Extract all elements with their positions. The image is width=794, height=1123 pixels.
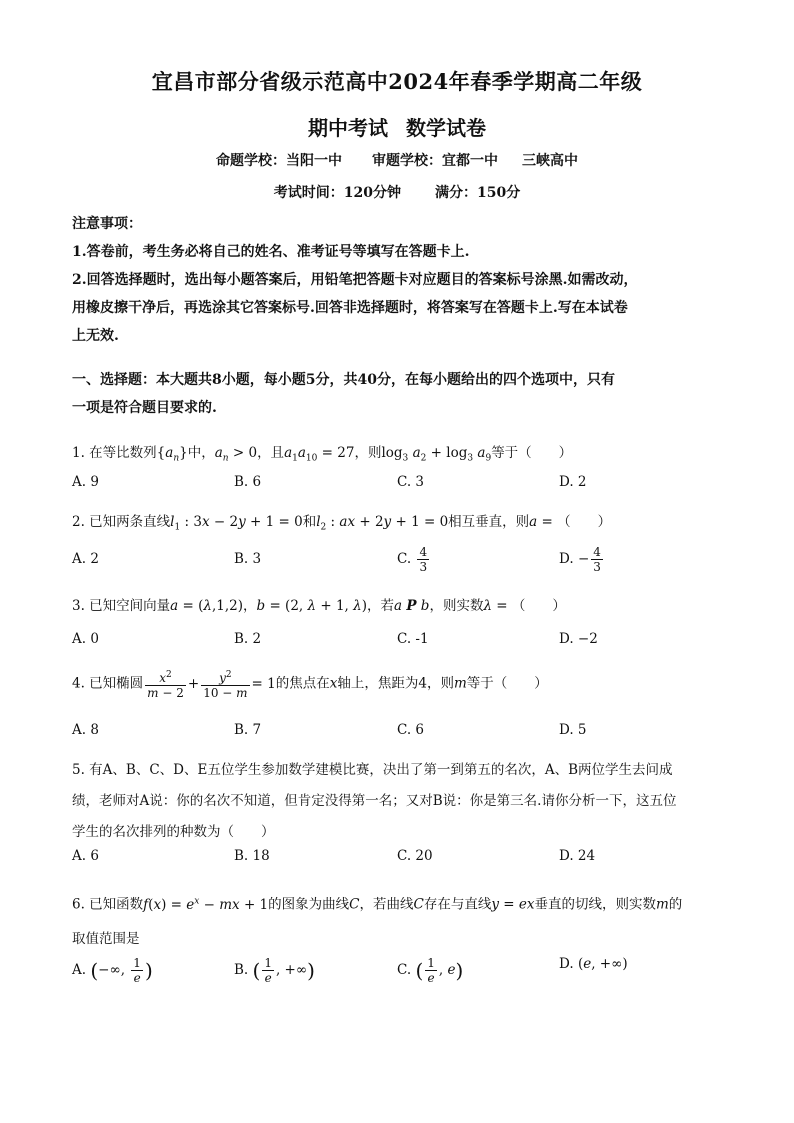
q4-option-c[interactable]: C. 6	[397, 722, 425, 738]
q2-option-a[interactable]: A. 2	[72, 551, 99, 567]
reviewer-school: 审题学校：宜都一中	[372, 153, 498, 169]
q4-option-b[interactable]: B. 7	[234, 722, 262, 738]
q4-text-c: 轴上，焦距为4，则	[337, 675, 454, 692]
q6-text-c: ，若曲线	[359, 896, 414, 913]
q1-text-d: ，则	[354, 445, 382, 461]
q3-option-c[interactable]: C. -1	[397, 631, 429, 647]
q6-math-c2: C	[413, 896, 424, 913]
q1-text-c: ，且	[257, 445, 285, 461]
q2-text-c: 相互垂直，则	[448, 514, 530, 530]
q1-math-cond: $a_n > 0$	[214, 445, 258, 464]
notes-heading: 注意事项：	[72, 216, 142, 232]
q4-option-a[interactable]: A. 8	[72, 722, 99, 738]
notes-section	[72, 210, 722, 350]
q4-math-m: m	[453, 675, 467, 692]
q1-text-e: 等于（ ）	[491, 445, 573, 461]
q4-math-x: x	[329, 675, 338, 692]
question-4	[72, 668, 722, 700]
full-score: 满分：150分	[435, 185, 521, 201]
q6-option-c[interactable]: C. ( $\frac{1}{e}$ , e)	[397, 956, 464, 985]
q1-math-prod: $a_1a_{10} = 27$	[284, 445, 355, 464]
q3-options	[72, 631, 722, 655]
q5-line-1: 5. 有A、B、C、D、E五位学生参加数学建模比赛，决出了第一到第五的名次，A、B两位学生去问成	[72, 762, 673, 778]
q3-math-vec-b: b = (2, λ + 1, λ)	[256, 598, 367, 614]
question-3	[72, 594, 722, 614]
q1-option-a[interactable]: A. 9	[72, 474, 99, 490]
q5-option-c[interactable]: C. 20	[397, 848, 433, 864]
q2-option-c-frac: $\frac{4}{3}$	[419, 545, 428, 574]
q3-text-e: （ ）	[511, 598, 566, 614]
q5-option-a[interactable]: A. 6	[72, 848, 99, 864]
subtitle-part-a: 期中考试	[308, 116, 388, 140]
q6-math-c1: C	[349, 896, 360, 913]
question-1	[72, 441, 722, 464]
q6-option-c-label: C.	[397, 962, 416, 978]
q3-math-lambda: λ =	[483, 598, 512, 614]
q6-options	[72, 956, 722, 996]
q3-math-parallel: a P b	[393, 598, 430, 614]
q2-text-b: 和	[302, 514, 317, 530]
note-item-2-line-3: 上无效.	[72, 328, 119, 344]
q2-math-l2: $l_2$ : ax + 2y + 1 = 0	[316, 514, 449, 533]
question-5	[72, 755, 722, 848]
q1-text-a: 1. 在等比数列	[72, 445, 157, 461]
q4-text-a: 4. 已知椭圆	[72, 675, 144, 692]
q6-option-d-label: D.	[559, 956, 578, 972]
q4-text-d: 等于（ ）	[466, 675, 548, 692]
q6-text-e: 垂直的切线，则实数	[534, 896, 656, 913]
q6-option-d[interactable]: D. (e, +∞)	[559, 956, 628, 972]
q6-text-f: 的	[668, 896, 683, 913]
q2-option-c-label: C.	[397, 551, 416, 567]
note-item-1: 1.答卷前，考生务必将自己的姓名、准考证号等填写在答题卡上.	[72, 244, 470, 260]
question-6	[72, 884, 722, 956]
school-info	[0, 150, 794, 170]
note-item-2-line-2: 用橡皮擦干净后，再选涂其它答案标号.回答非选择题时，将答案写在答题卡上.写在本试卷	[72, 300, 628, 316]
q1-math-seq: $\{a_n\}$	[156, 445, 188, 464]
q6-text-d: 存在与直线	[423, 896, 492, 913]
q6-option-b[interactable]: B. ( $\frac{1}{e}$ , +∞)	[234, 956, 315, 985]
q2-text-d: （ ）	[557, 514, 612, 530]
q3-text-d: ，则实数	[429, 598, 484, 614]
setter-school: 命题学校：当阳一中	[216, 153, 342, 169]
q4-math-ellipse: $\frac{x^2}{m - 2}$ + $\frac{y^2}{10 - m}$ = 1	[147, 670, 276, 700]
question-2	[72, 510, 722, 533]
q2-option-b[interactable]: B. 3	[234, 551, 262, 567]
q3-text-b: ，	[243, 598, 257, 614]
exam-info	[0, 182, 794, 202]
section-1-line-2: 一项是符合题目要求的.	[72, 400, 217, 416]
q2-math-l1: $l_1$ : 3x − 2y + 1 = 0	[170, 514, 303, 533]
section-1-heading	[72, 366, 722, 422]
q3-text-c: ，若	[366, 598, 394, 614]
q5-options	[72, 848, 722, 872]
q3-math-vec-a: a = (λ,1,2)	[170, 598, 243, 614]
q5-line-3: 学生的名次排列的种数为（ ）	[72, 824, 275, 840]
q1-option-b[interactable]: B. 6	[234, 474, 262, 490]
q2-option-c[interactable]	[397, 545, 431, 574]
q6-option-a-label: A.	[72, 962, 91, 978]
q3-option-a[interactable]: A. 0	[72, 631, 99, 647]
q6-line-1	[72, 884, 722, 922]
q6-line-2: 取值范围是	[72, 930, 140, 947]
q5-option-b[interactable]: B. 18	[234, 848, 270, 864]
q4-options	[72, 722, 722, 746]
q2-math-a: a =	[529, 514, 558, 530]
q2-options	[72, 545, 722, 575]
exam-time: 考试时间：120分钟	[273, 185, 401, 201]
q2-option-d-label: D.	[559, 551, 578, 567]
exam-subtitle	[0, 112, 794, 141]
q6-math-m: m	[655, 896, 669, 913]
q1-text-b: 中，	[187, 445, 215, 461]
q4-text-b: 的焦点在	[275, 675, 330, 692]
subtitle-part-b: 数学试卷	[406, 116, 486, 140]
q1-option-c[interactable]: C. 3	[397, 474, 425, 490]
q6-math-func: $f(x) = e^x$ − mx + 1	[143, 896, 269, 913]
exam-title: 宜昌市部分省级示范高中2024年春季学期高二年级	[151, 69, 643, 94]
q3-text-a: 3. 已知空间向量	[72, 598, 171, 614]
q6-math-line: y = ex	[491, 896, 535, 913]
q3-option-b[interactable]: B. 2	[234, 631, 262, 647]
q1-options	[72, 474, 722, 498]
q1-option-d[interactable]: D. 2	[559, 474, 587, 490]
q6-text-a: 6. 已知函数	[72, 896, 144, 913]
q6-option-a[interactable]: A. (−∞, $\frac{1}{e}$ )	[72, 956, 153, 985]
q2-text-a: 2. 已知两条直线	[72, 514, 171, 530]
q4-option-d[interactable]: D. 5	[559, 722, 587, 738]
note-item-2-line-1: 2.回答选择题时，选出每小题答案后，用铅笔把答题卡对应题目的答案标号涂黑.如需改动，	[72, 272, 638, 288]
q6-option-b-label: B.	[234, 962, 253, 978]
q6-text-b: 的图象为曲线	[268, 896, 350, 913]
q5-option-d[interactable]: D. 24	[559, 848, 596, 864]
q2-option-d-frac: $\frac{4}{3}$	[593, 545, 601, 574]
q3-option-d[interactable]: D. −2	[559, 631, 598, 647]
q1-math-log: $\log_3 a_2 + \log_3 a_9$	[381, 445, 492, 464]
reviewer-school-2: 三峡高中	[522, 153, 578, 169]
q5-line-2: 绩，老师对A说：你的名次不知道，但肯定没得第一名；又对B说：你是第三名.请你分析一下，这五位	[72, 793, 677, 809]
q2-option-d[interactable]: D. − $\frac{4}{3}$	[559, 545, 601, 574]
section-1-line-1: 一、选择题：本大题共8小题，每小题5分，共40分，在每小题给出的四个选项中，只有	[72, 372, 615, 388]
